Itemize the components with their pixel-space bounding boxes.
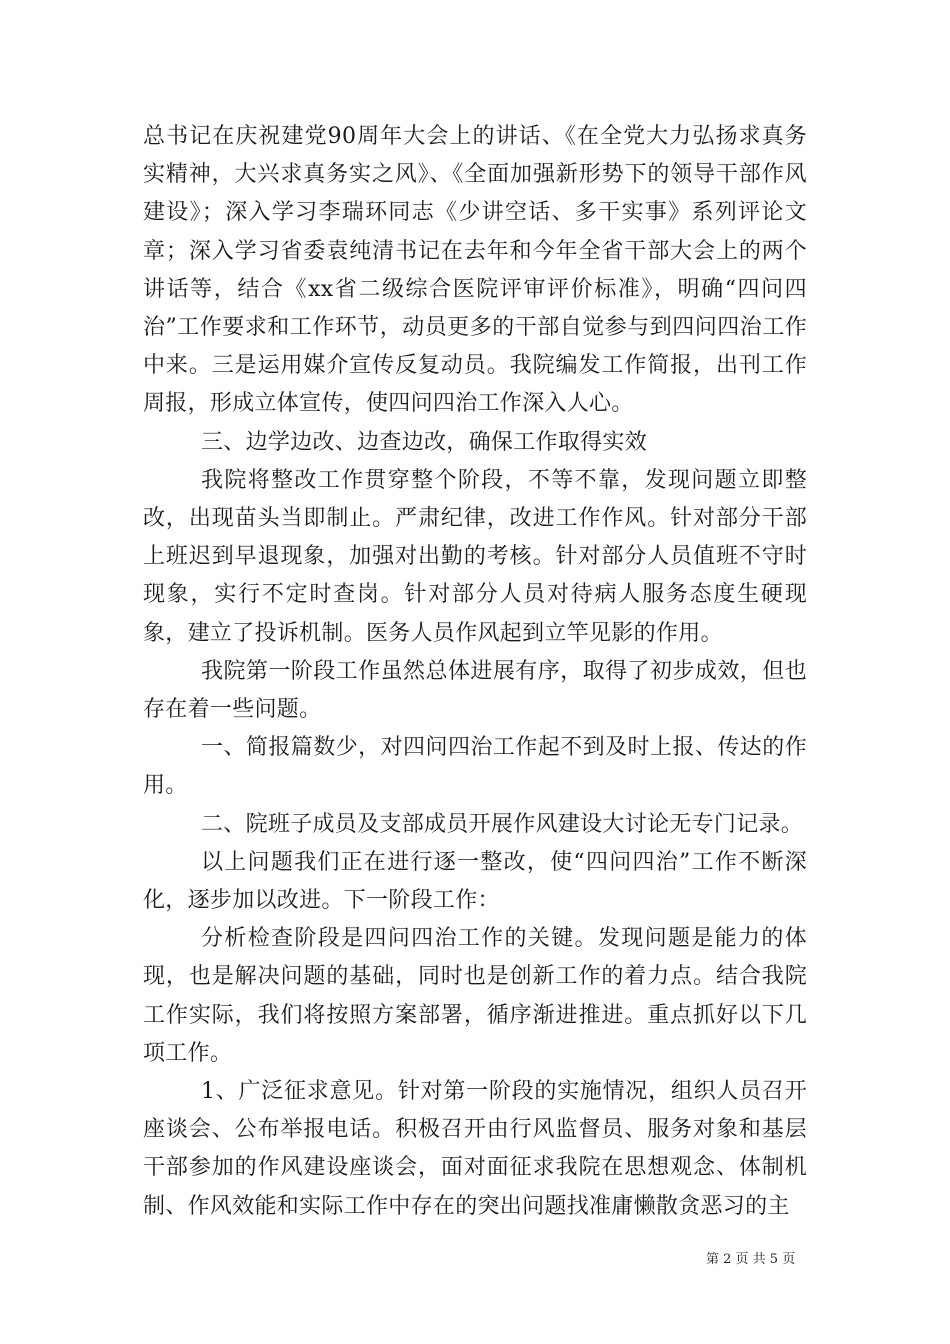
paragraph-problem-one: 一、简报篇数少，对四问四治工作起不到及时上报、传达的作用。 [143, 735, 807, 799]
section-heading-three: 三、边学边改、边查边改，确保工作取得实效 [201, 429, 648, 455]
paragraph-item-one: 1、广泛征求意见。针对第一阶段的实施情况，组织人员召开座谈会、公布举报电话。积极召开由行风监督员、服务对象和基层干部参加的作风建设座谈会，面对面征求我院在思想观念、体制机制、作风效能和实际工作中存在的突出问题找准庸懒散贪恶习的主 [143, 1079, 807, 1219]
paragraph-next-stage-intro: 以上问题我们正在进行逐一整改，使“四问四治”工作不断深化，逐步加以改进。下一阶段工作： [143, 849, 807, 914]
paragraph-first-stage-summary: 我院第一阶段工作虽然总体进展有序，取得了初步成效，但也存在着一些问题。 [143, 658, 807, 723]
paragraph-rectification: 我院将整改工作贯穿整个阶段，不等不靠，发现问题立即整改，出现苗头当即制止。严肃纪律，改进工作作风。针对部分干部上班迟到早退现象，加强对出勤的考核。针对部分人员值班不守时现象，实行不定时查岗。针对部分人员对待病人服务态度生硬现象，建立了投诉机制。医务人员作风起到立竿见影的作用。 [143, 467, 807, 646]
paragraph-continued-study-materials: 总书记在庆祝建党90周年大会上的讲话、《在全党大力弘扬求真务实精神，大兴求真务实之风》、《全面加强新形势下的领导干部作风建设》；深入学习李瑞环同志《少讲空话、多干实事》系列评论文章；深入学习省委袁纯清书记在去年和今年全省干部大会上的两个讲话等，结合《xx省二级综合医院评审评价标准》，明确“四问四治”工作要求和工作环节，动员更多的干部自觉参与到四问四治工作中来。三是运用媒介宣传反复动员。我院编发工作简报，出刊工作周报，形成立体宣传，使四问四治工作深入人心。 [143, 124, 807, 417]
paragraph-analysis-stage: 分析检查阶段是四问四治工作的关键。发现问题是能力的体现，也是解决问题的基础，同时也是创新工作的着力点。结合我院工作实际，我们将按照方案部署，循序渐进推进。重点抓好以下几项工作。 [143, 926, 807, 1066]
document-body [143, 118, 807, 1226]
page-number-footer: 第 2 页 共 5 页 [706, 1252, 796, 1267]
paragraph-problem-two: 二、院班子成员及支部成员开展作风建设大讨论无专门记录。 [201, 811, 804, 837]
